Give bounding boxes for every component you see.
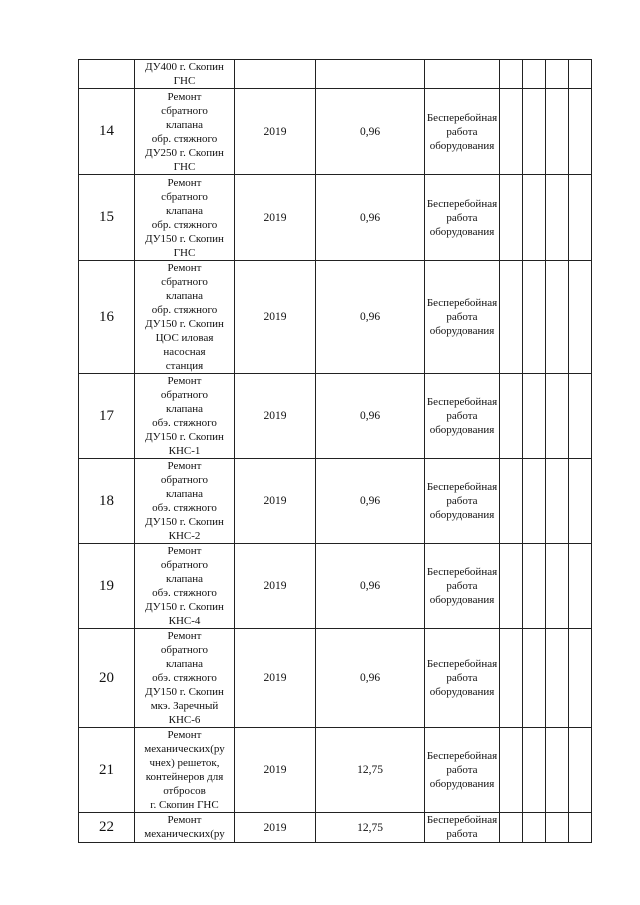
work-description-cell: ДУ400 г. Скопин ГНС — [135, 60, 235, 89]
cost-cell: 0,96 — [316, 374, 425, 459]
blank-cell — [546, 629, 569, 728]
blank-cell — [569, 459, 592, 544]
table-row — [79, 175, 592, 261]
row-number-cell: 15 — [79, 175, 135, 261]
cost-cell: 12,75 — [316, 728, 425, 813]
result-cell: Бесперебойная работа оборудования — [425, 175, 500, 261]
cost-cell: 0,96 — [316, 629, 425, 728]
work-description-cell: Ремонт сбратного клапана обр. стяжного ДУ150 г. Скопин ЦОС иловая насосная станция — [135, 261, 235, 374]
spacer-cell — [500, 175, 523, 261]
blank-cell — [546, 89, 569, 175]
table-row — [79, 728, 592, 813]
blank-cell — [523, 459, 546, 544]
blank-cell — [523, 261, 546, 374]
year-cell: 2019 — [235, 459, 316, 544]
work-description-cell: Ремонт сбратного клапана обр. стяжного ДУ150 г. Скопин ГНС — [135, 175, 235, 261]
blank-cell — [569, 374, 592, 459]
year-cell: 2019 — [235, 374, 316, 459]
result-cell: Бесперебойная работа оборудования — [425, 728, 500, 813]
row-number-cell: 14 — [79, 89, 135, 175]
cost-cell — [316, 60, 425, 89]
year-cell: 2019 — [235, 629, 316, 728]
blank-cell — [569, 60, 592, 89]
blank-cell — [546, 813, 569, 843]
works-table — [78, 59, 592, 843]
result-cell: Бесперебойная работа оборудования — [425, 374, 500, 459]
result-cell: Бесперебойная работа — [425, 813, 500, 843]
blank-cell — [569, 544, 592, 629]
blank-cell — [569, 728, 592, 813]
row-number-cell: 22 — [79, 813, 135, 843]
table-row — [79, 629, 592, 728]
work-description-cell: Ремонт обратного клапана обэ. стяжного ДУ150 г. Скопин КНС-4 — [135, 544, 235, 629]
row-number-cell — [79, 60, 135, 89]
table-row — [79, 261, 592, 374]
result-cell: Бесперебойная работа оборудования — [425, 89, 500, 175]
blank-cell — [546, 60, 569, 89]
spacer-cell — [500, 89, 523, 175]
table-row-partial — [79, 813, 592, 843]
year-cell: 2019 — [235, 728, 316, 813]
blank-cell — [546, 374, 569, 459]
spacer-cell — [500, 728, 523, 813]
result-cell: Бесперебойная работа оборудования — [425, 261, 500, 374]
year-cell: 2019 — [235, 89, 316, 175]
work-description-cell: Ремонт механических(ру чнех) решеток, контейнеров для отбросов г. Скопин ГНС — [135, 728, 235, 813]
blank-cell — [523, 60, 546, 89]
blank-cell — [546, 459, 569, 544]
blank-cell — [569, 813, 592, 843]
result-cell: Бесперебойная работа оборудования — [425, 629, 500, 728]
row-number-cell: 20 — [79, 629, 135, 728]
cost-cell: 0,96 — [316, 175, 425, 261]
blank-cell — [569, 629, 592, 728]
cost-cell: 12,75 — [316, 813, 425, 843]
row-number-cell: 19 — [79, 544, 135, 629]
spacer-cell — [500, 813, 523, 843]
row-number-cell: 18 — [79, 459, 135, 544]
blank-cell — [523, 728, 546, 813]
table-row-fragment — [79, 60, 592, 89]
blank-cell — [523, 813, 546, 843]
year-cell: 2019 — [235, 813, 316, 843]
row-number-cell: 16 — [79, 261, 135, 374]
table-row — [79, 459, 592, 544]
blank-cell — [523, 544, 546, 629]
spacer-cell — [500, 261, 523, 374]
work-description-cell: Ремонт механических(ру — [135, 813, 235, 843]
spacer-cell — [500, 629, 523, 728]
spacer-cell — [500, 60, 523, 89]
cost-cell: 0,96 — [316, 459, 425, 544]
spacer-cell — [500, 374, 523, 459]
blank-cell — [546, 544, 569, 629]
blank-cell — [569, 89, 592, 175]
blank-cell — [546, 261, 569, 374]
year-cell — [235, 60, 316, 89]
blank-cell — [523, 374, 546, 459]
year-cell: 2019 — [235, 175, 316, 261]
year-cell: 2019 — [235, 544, 316, 629]
work-description-cell: Ремонт обратного клапана обэ. стяжного ДУ150 г. Скопин мкэ. Заречный КНС-6 — [135, 629, 235, 728]
spacer-cell — [500, 459, 523, 544]
work-description-cell: Ремонт обратного клапана обэ. стяжного ДУ150 г. Скопин КНС-2 — [135, 459, 235, 544]
blank-cell — [523, 629, 546, 728]
result-cell: Бесперебойная работа оборудования — [425, 459, 500, 544]
cost-cell: 0,96 — [316, 544, 425, 629]
blank-cell — [546, 728, 569, 813]
result-cell: Бесперебойная работа оборудования — [425, 544, 500, 629]
table-row — [79, 374, 592, 459]
spacer-cell — [500, 544, 523, 629]
result-cell — [425, 60, 500, 89]
cost-cell: 0,96 — [316, 89, 425, 175]
row-number-cell: 21 — [79, 728, 135, 813]
work-description-cell: Ремонт обратного клапана обэ. стяжного ДУ150 г. Скопин КНС-1 — [135, 374, 235, 459]
blank-cell — [523, 175, 546, 261]
table-row — [79, 89, 592, 175]
row-number-cell: 17 — [79, 374, 135, 459]
blank-cell — [569, 175, 592, 261]
work-description-cell: Ремонт сбратного клапана обр. стяжного ДУ250 г. Скопин ГНС — [135, 89, 235, 175]
cost-cell: 0,96 — [316, 261, 425, 374]
table-row — [79, 544, 592, 629]
blank-cell — [569, 261, 592, 374]
blank-cell — [523, 89, 546, 175]
blank-cell — [546, 175, 569, 261]
year-cell: 2019 — [235, 261, 316, 374]
